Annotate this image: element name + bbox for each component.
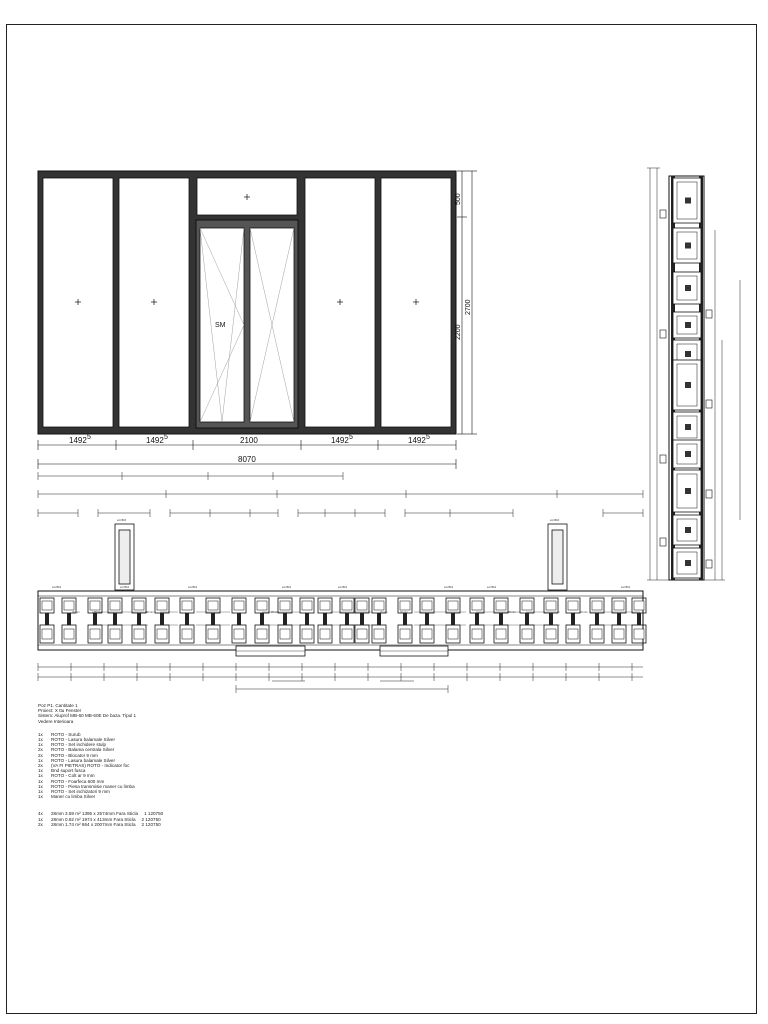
chamber-label-2: 20 mm <box>94 611 102 614</box>
chamber-label-1: 20 mm <box>72 611 80 614</box>
chamber-label-4: 20 mm <box>271 611 279 614</box>
post-label-1: a1.0803 <box>117 519 127 522</box>
panel-width-5-sup: 5 <box>426 434 430 441</box>
hardware-item-qty: 2x <box>38 747 43 753</box>
hardware-item-qty: 1x <box>38 742 43 748</box>
panel-width-2: 1492 <box>146 436 164 445</box>
transom-height: 500 <box>455 193 462 205</box>
post-profiles <box>115 524 567 590</box>
view-label: Vedere Interioara <box>38 718 74 724</box>
profile-label-5: a1.05b4 <box>338 586 348 589</box>
glass-item-row <box>38 822 338 827</box>
panel-width-4-sup: 5 <box>349 434 353 441</box>
hardware-item-qty: 1x <box>38 789 43 795</box>
post-label-2: a1.0803 <box>550 519 560 522</box>
hardware-item-qty: 1x <box>38 768 43 774</box>
hardware-item-desc: Maner cu limba Silver <box>51 794 96 800</box>
hardware-item-qty: 1x <box>38 778 43 784</box>
position-quantity: Poz P1. Cantitate 1 <box>38 703 78 708</box>
section-profile <box>673 360 701 410</box>
section-profile <box>673 548 701 578</box>
hardware-item-desc: (VA FI PIETRAS) ROTO - Indicator foc <box>51 763 130 769</box>
glass-item-code: 2 120750 <box>141 816 161 822</box>
glass-item-code: 1 120750 <box>144 811 164 817</box>
hardware-item-row <box>38 794 338 799</box>
sash-label: SM <box>215 322 226 329</box>
vertical-section <box>647 168 740 580</box>
hardware-item-qty: 2x <box>38 763 43 769</box>
glass-list <box>38 811 338 827</box>
total-height: 2700 <box>465 299 472 315</box>
section-profile <box>673 515 701 545</box>
profile-label-3: a1.05b4 <box>188 586 198 589</box>
specification-block <box>38 703 338 827</box>
glass-item-qty: 2x <box>38 821 43 827</box>
section-profile <box>673 440 701 468</box>
profile-label-7: a1.05b4 <box>487 586 497 589</box>
hardware-item-qty: 1x <box>38 737 43 743</box>
panel-width-3: 2100 <box>240 436 258 445</box>
glass-item-desc: 28mm 3.59 m² 1395 x 2574mm Fara Sticla <box>51 811 139 817</box>
profile-label-6: a1.05b4 <box>444 586 454 589</box>
section-profile <box>673 312 701 338</box>
glass-item-desc: 28mm 1.74 m² 864 x 2007mm Fara Sticla <box>51 821 136 827</box>
bottom-ticks <box>38 663 632 681</box>
hardware-item-desc: ROTO - Surub <box>51 731 81 737</box>
hardware-item-desc: ROTO - Blocator 9 mm <box>51 752 98 758</box>
spec-header <box>38 703 338 724</box>
profile-label-4: a1.05b4 <box>282 586 292 589</box>
section-profile <box>673 272 701 304</box>
door-height: 2200 <box>455 324 462 340</box>
chamber-label-8: 20 mm <box>580 611 588 614</box>
profile-label-8: a1.05b4 <box>621 586 631 589</box>
hardware-list <box>38 732 338 800</box>
total-width: 8070 <box>238 455 256 464</box>
system-name: Sistem: Aluprof MB-60 MB-60E De baza. Tipul 1 <box>38 713 137 719</box>
hardware-item-qty: 1x <box>38 757 43 763</box>
hardware-item-desc: ROTO - Set inchidere stulp <box>51 742 107 748</box>
panel-width-2-sup: 5 <box>164 434 168 441</box>
hardware-item-desc: ROTO - Balama centrala Silver <box>51 747 115 753</box>
hardware-item-desc: Bnd suport fusca <box>51 768 86 774</box>
hardware-item-qty: 1x <box>38 773 43 779</box>
chamber-label-5: 20 mm <box>380 611 388 614</box>
profile-label-1: a1.05b4 <box>52 586 62 589</box>
hardware-item-qty: 2x <box>38 752 43 758</box>
chamber-label-7: 20 mm <box>508 611 516 614</box>
hardware-item-desc: ROTO - Set inchizatori 9 mm <box>51 789 110 795</box>
plan-dimension-chains <box>38 472 643 517</box>
section-profile <box>673 470 701 512</box>
hardware-item-desc: ROTO - Colt ar 9 mm <box>51 773 95 779</box>
chamber-label-6: 20 mm <box>400 611 408 614</box>
hardware-item-qty: 1x <box>38 731 43 737</box>
section-profile <box>673 228 701 263</box>
bottom-dimension-chains <box>38 667 643 693</box>
hardware-item-desc: ROTO - Lasura balamale Silver <box>51 737 115 743</box>
glass-item-qty: 1x <box>38 816 43 822</box>
section-profile <box>673 178 701 223</box>
glass-item-desc: 28mm 0.82 m² 1974 x 413mm Fara Sticla <box>51 816 136 822</box>
hardware-item-desc: ROTO - Lasura balamale Silver <box>51 757 115 763</box>
panel-width-1-sup: 5 <box>87 434 91 441</box>
panel-width-4: 1492 <box>331 436 349 445</box>
panel-width-1: 1492 <box>69 436 87 445</box>
section-profile <box>673 412 701 442</box>
profile-label-2: a1.05b4 <box>120 586 130 589</box>
hardware-item-desc: ROTO - Piesa transmisie maner cu limba <box>51 783 135 789</box>
window-elevation <box>38 171 456 434</box>
project-name: Proiect: X ttu Fenster <box>38 708 82 714</box>
hardware-item-qty: 1x <box>38 783 43 789</box>
hardware-item-desc: ROTO - Foarfeca 600 mm <box>51 778 105 784</box>
hardware-item-qty: 1x <box>38 794 43 800</box>
chamber-label-3: 20 mm <box>146 611 154 614</box>
panel-width-5: 1492 <box>408 436 426 445</box>
plan-section <box>38 591 646 656</box>
glass-item-qty: 4x <box>38 811 43 817</box>
glass-item-code: 2 120750 <box>141 821 161 827</box>
